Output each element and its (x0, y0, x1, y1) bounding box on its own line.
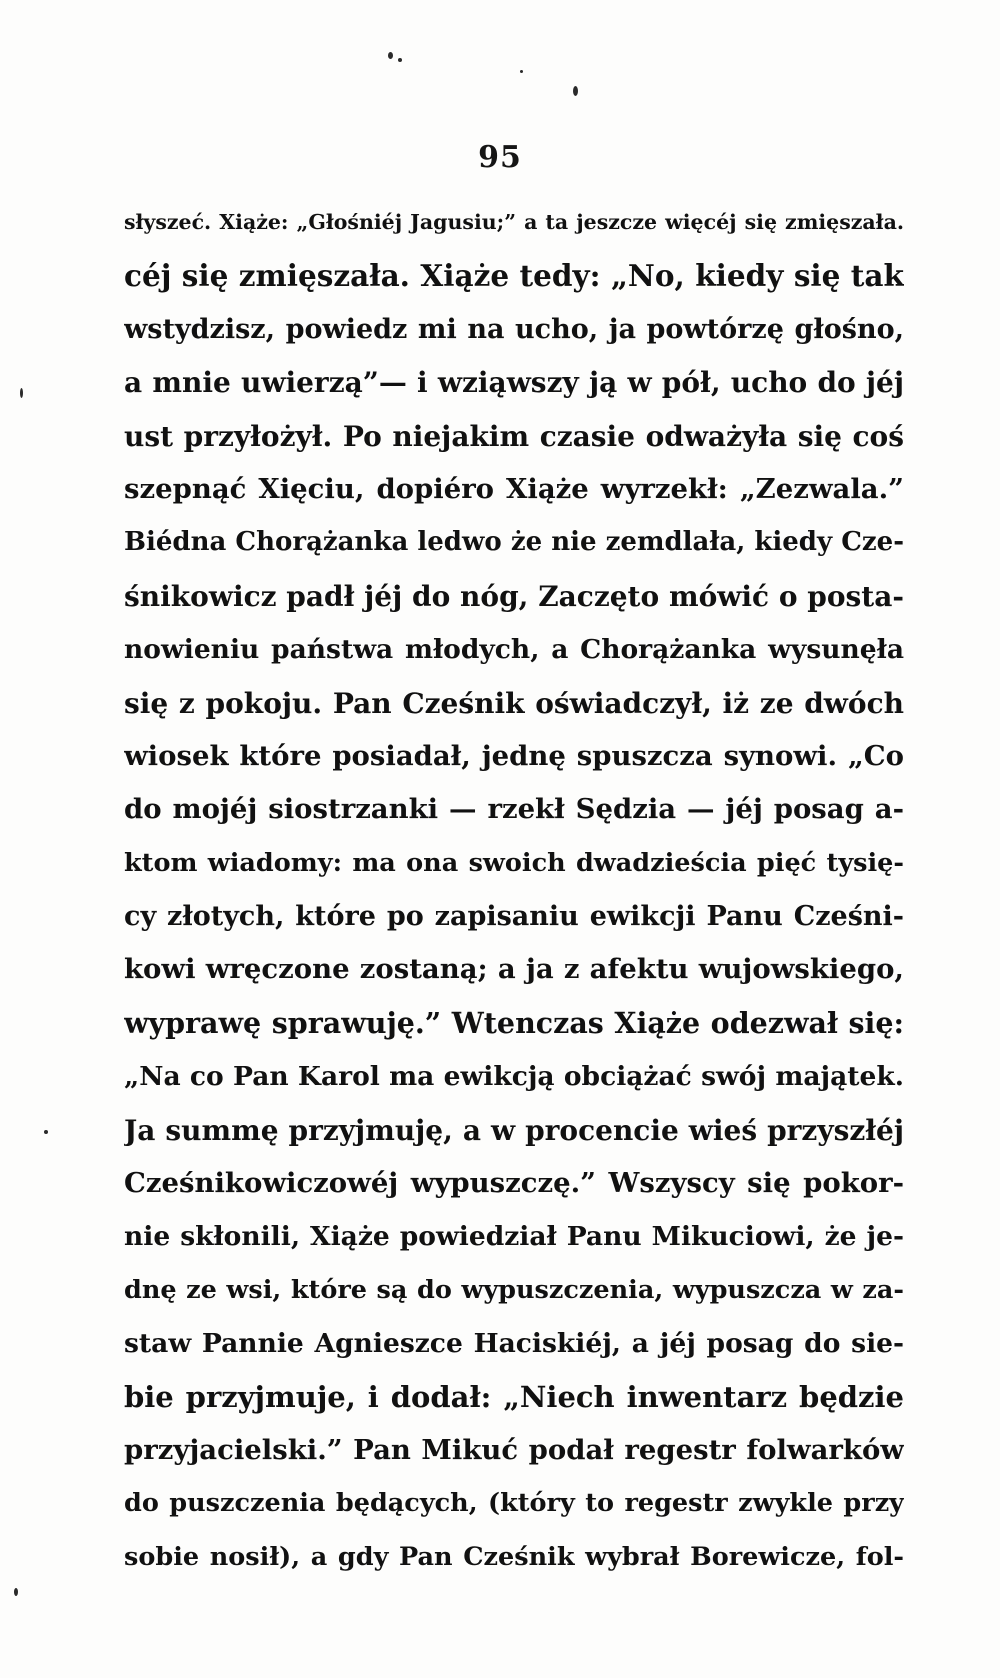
text-line: ktom wiadomy: ma ona swoich dwadzieścia pięć tysię- (124, 847, 904, 878)
body-text (124, 196, 904, 1584)
text-line: do puszczenia będących, (który to regestr zwykle przy (124, 1488, 904, 1519)
text-line: staw Pannie Agnieszce Haciskiéj, a jéj posag do sie- (124, 1328, 904, 1360)
text-line: dnę ze wsi, które są do wypuszczenia, wypuszcza w za- (124, 1274, 904, 1305)
scan-speck (14, 1588, 18, 1596)
scan-speck (388, 52, 393, 59)
text-line: bie przyjmuje, i dodał: „Niech inwentarz będzie (124, 1379, 904, 1414)
text-line: słyszeć. Xiąże: „Głośniéj Jagusiu;” a ta jeszcze więcéj się zmięszała. (124, 210, 904, 234)
text-line: „Na co Pan Karol ma ewikcją obciążać swój majątek. (124, 1061, 904, 1093)
text-line: śnikowicz padł jéj do nóg, Zaczęto mówić o posta- (124, 579, 904, 613)
text-line: nowieniu państwa młodych, a Chorążanka wysunęła (124, 634, 904, 666)
text-line: się z pokoju. Pan Cześnik oświadczył, iż ze dwóch (124, 686, 904, 720)
text-line: kowi wręczone zostaną; a ja z afektu wujowskiego, (124, 953, 904, 986)
page-number: 95 (478, 140, 522, 175)
text-line: a mnie uwierzą”— i wziąwszy ją w pół, ucho do jéj (124, 366, 904, 400)
text-line: do mojéj siostrzanki — rzekł Sędzia — jéj posag a- (124, 793, 904, 826)
text-line: wiosek które posiadał, jednę spuszcza synowi. „Co (124, 739, 904, 772)
text-line: nie skłonili, Xiąże powiedział Panu Mikuciowi, że je- (124, 1221, 904, 1253)
text-line: wstydzisz, powiedz mi na ucho, ja powtórzę głośno, (124, 313, 904, 345)
scan-speck (520, 70, 523, 73)
text-line: cy złotych, które po zapisaniu ewikcji Panu Cześni- (124, 901, 904, 933)
text-line: Cześnikowiczowéj wypuszczę.” Wszyscy się pokor- (124, 1167, 904, 1200)
scan-speck (398, 58, 402, 62)
text-line: szepnąć Xięciu, dopiéro Xiąże wyrzekł: „Zezwala.” (124, 472, 904, 505)
text-line: Biédna Chorążanka ledwo że nie zemdlała, kiedy Cze- (124, 527, 904, 558)
scan-speck (20, 388, 23, 398)
scan-speck (44, 1130, 48, 1134)
text-line: przyjacielski.” Pan Mikuć podał regestr folwarków (124, 1433, 904, 1466)
text-line: ust przyłożył. Po niejakim czasie odważyła się coś (124, 419, 904, 453)
text-line: céj się zmięszała. Xiąże tedy: „No, kiedy się tak (124, 258, 904, 294)
text-line: sobie nosił), a gdy Pan Cześnik wybrał Borewicze, fol- (124, 1541, 904, 1572)
scan-speck (573, 86, 578, 96)
text-line: wyprawę sprawuję.” Wtenczas Xiąże odezwał się: (124, 1005, 904, 1040)
text-line: Ja summę przyjmuję, a w procencie wieś przyszłéj (124, 1113, 904, 1147)
